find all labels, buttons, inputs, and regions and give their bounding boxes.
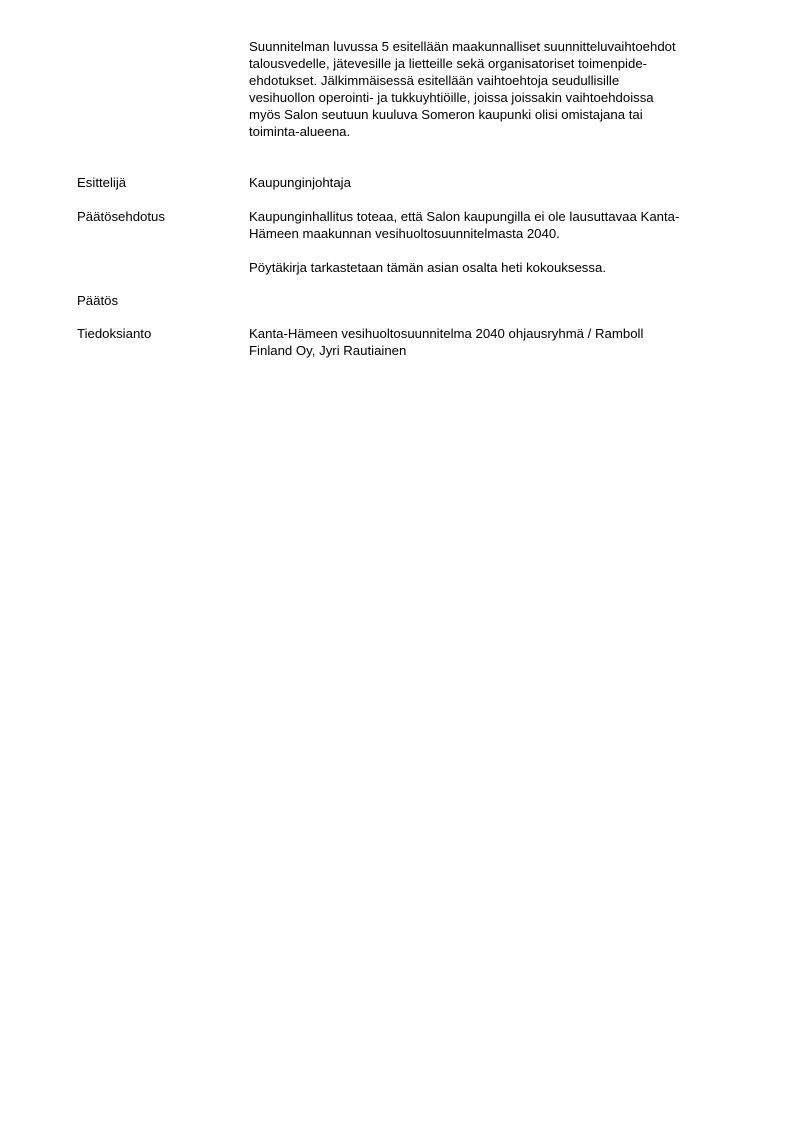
minutes-check-paragraph: Pöytäkirja tarkastetaan tämän asian osalta heti kokouksessa. <box>249 260 606 275</box>
presenter-row <box>77 174 741 191</box>
presenter-value <box>249 174 739 191</box>
intro-line: toiminta-alueena. <box>249 124 351 139</box>
proposal-content <box>249 208 739 276</box>
intro-line: myös Salon seutuun kuuluva Someron kaupunki olisi omistajana tai <box>249 107 643 122</box>
notification-row <box>77 325 741 359</box>
proposal-paragraph <box>249 208 739 242</box>
presenter-text: Kaupunginjohtaja <box>249 175 351 190</box>
intro-line: talousvedelle, jätevesille ja lietteille sekä organisatoriset toimenpide- <box>249 56 648 71</box>
proposal-row <box>77 208 741 276</box>
decision-label: Päätös <box>77 293 119 308</box>
notification-content <box>249 325 739 359</box>
notification-line: Finland Oy, Jyri Rautiainen <box>249 343 407 358</box>
intro-paragraph <box>249 38 739 140</box>
notification-line: Kanta-Hämeen vesihuoltosuunnitelma 2040 ohjausryhmä / Ramboll <box>249 326 644 341</box>
intro-line: Suunnitelman luvussa 5 esitellään maakunnalliset suunnitteluvaihtoehdot <box>249 39 676 54</box>
intro-line: ehdotukset. Jälkimmäisessä esitellään vaihtoehtoja seudullisille <box>249 73 620 88</box>
proposal-label: Päätösehdotus <box>77 209 165 224</box>
intro-line: vesihuollon operointi- ja tukkuyhtiöille, joissa joissakin vaihtoehdoissa <box>249 90 654 105</box>
proposal-line: Kaupunginhallitus toteaa, että Salon kaupungilla ei ole lausuttavaa Kanta- <box>249 209 680 224</box>
notification-label: Tiedoksianto <box>77 326 152 341</box>
proposal-line: Hämeen maakunnan vesihuoltosuunnitelmasta 2040. <box>249 226 560 241</box>
decision-row <box>77 292 741 309</box>
presenter-label: Esittelijä <box>77 175 127 190</box>
